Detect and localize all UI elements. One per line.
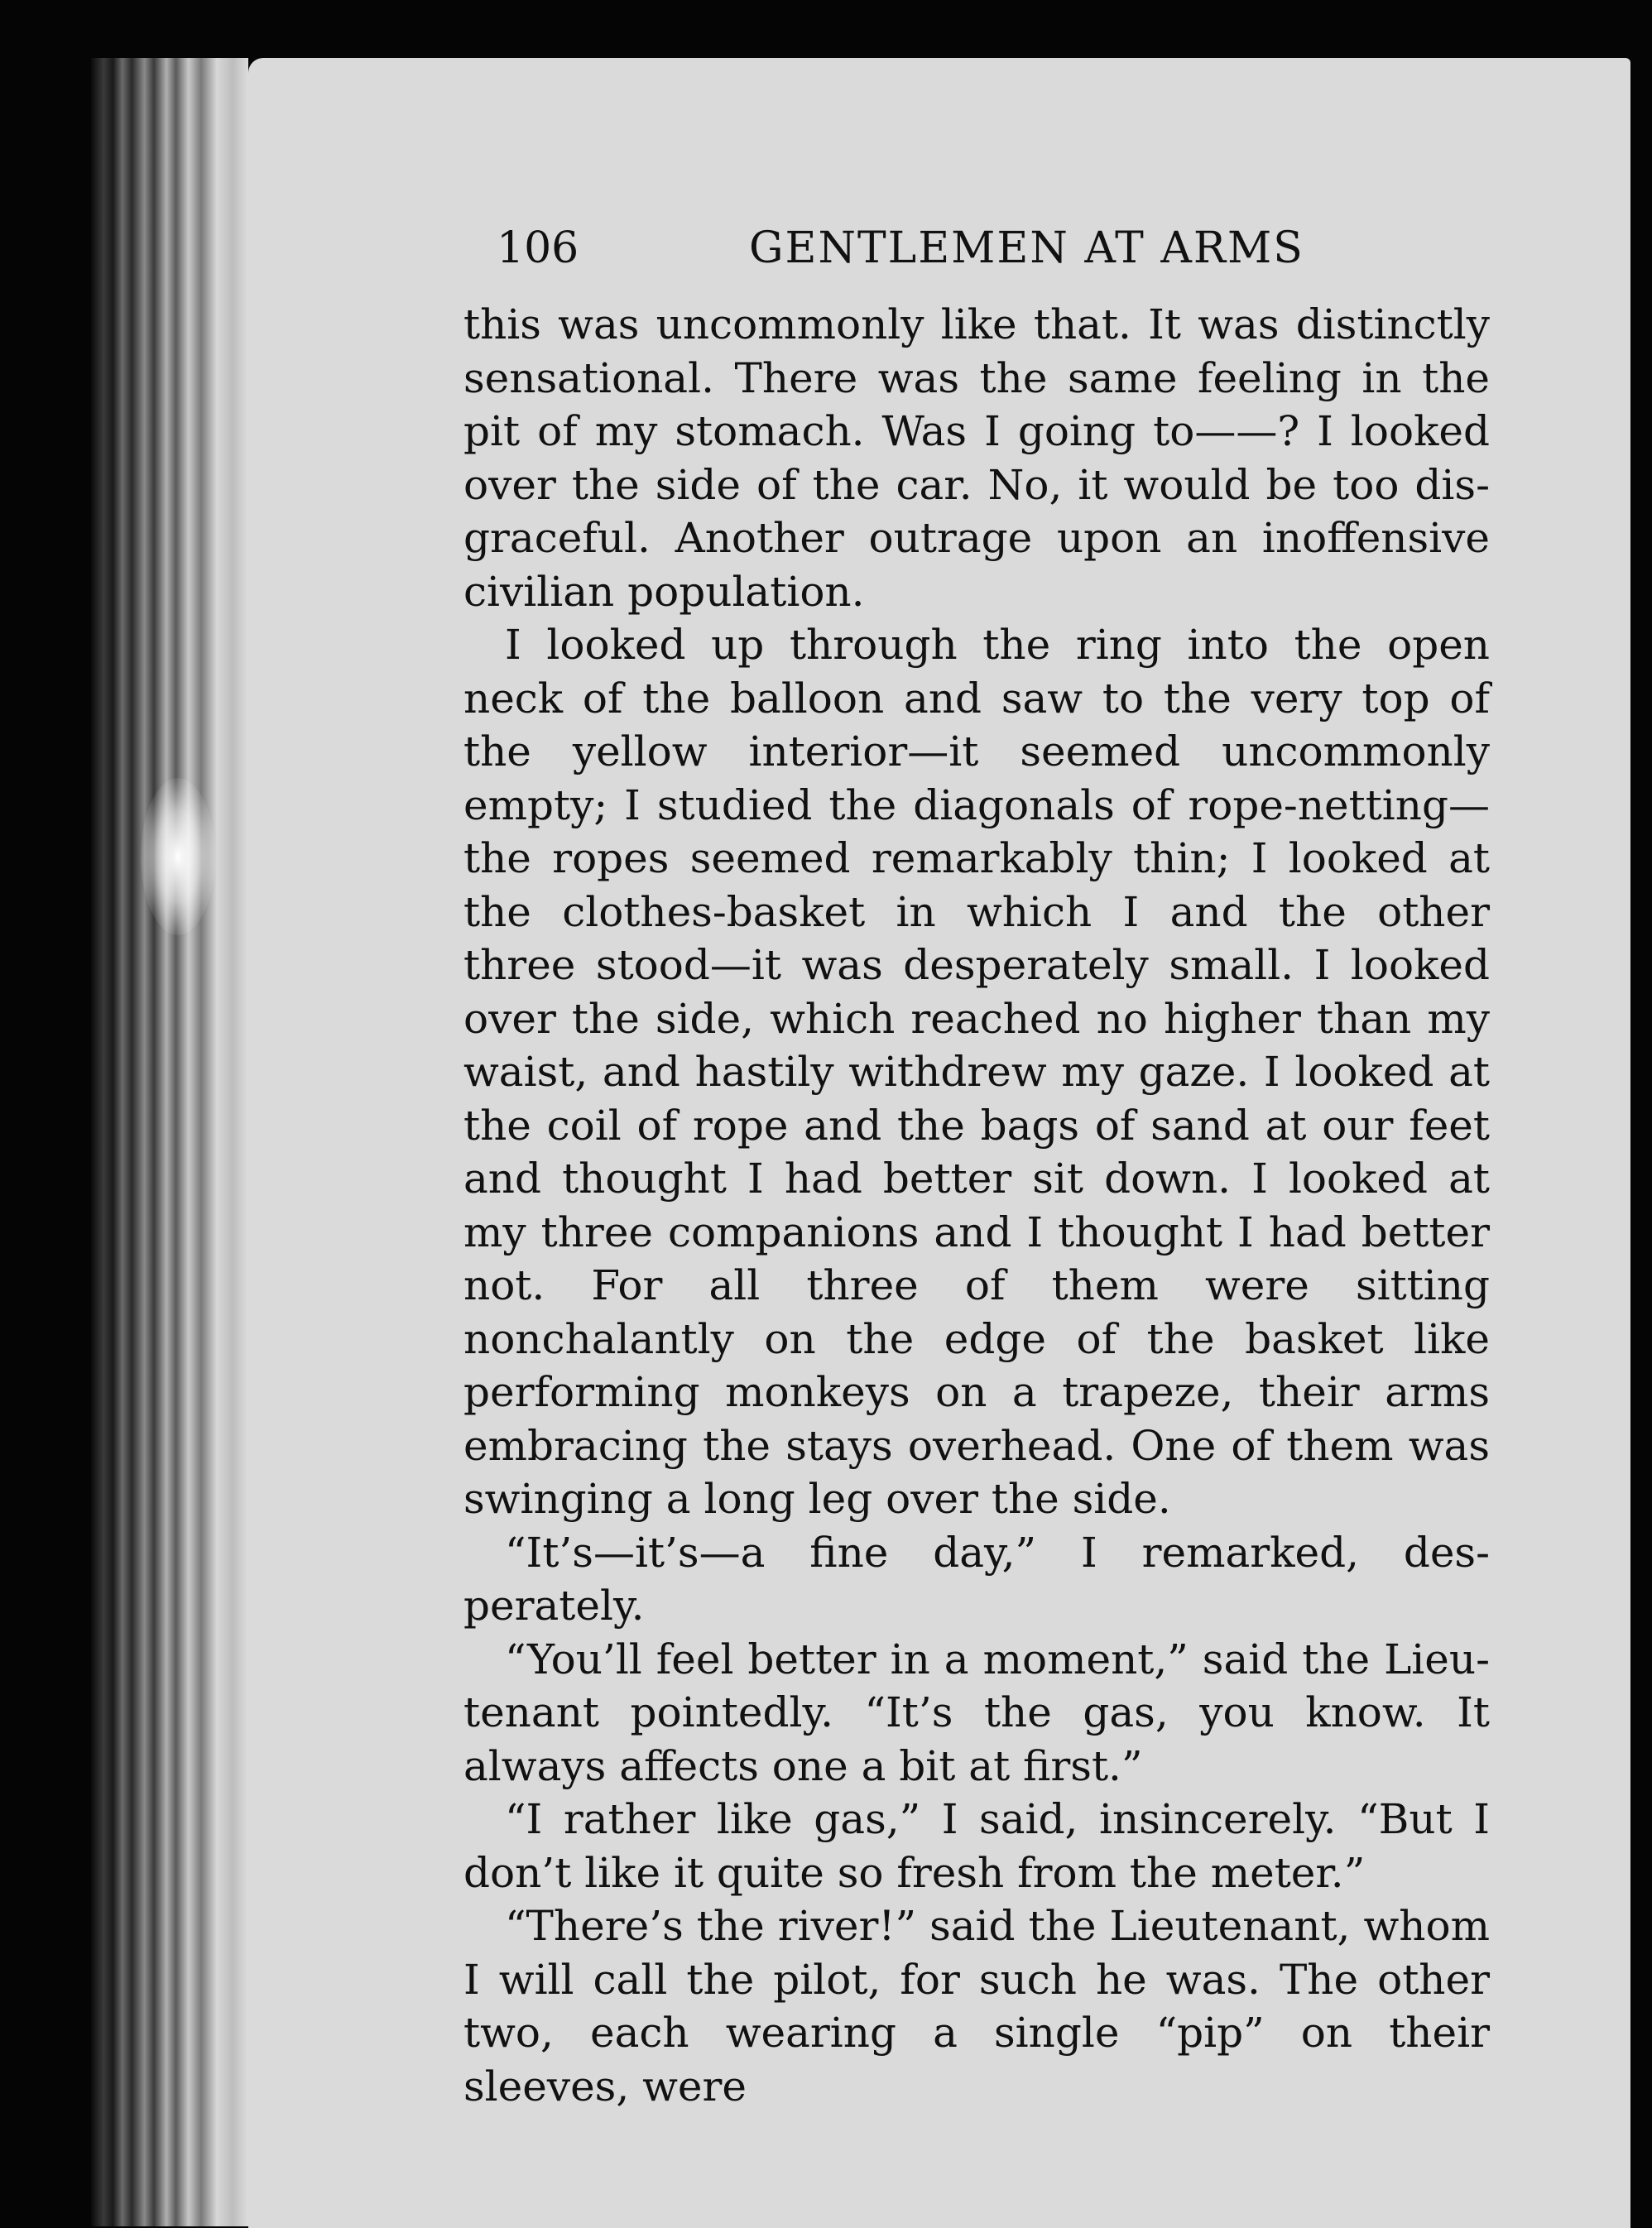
paragraph: “I rather like gas,” I said, insincerely. “But I don’t like it quite so fresh from the meter.” xyxy=(463,1795,1490,1897)
paragraph: “You’ll feel better in a moment,” said the Lieutenant pointedly. “It’s the gas, you know. It always affects one a bit at first.” xyxy=(463,1635,1490,1790)
body-text xyxy=(463,298,1490,2113)
running-head xyxy=(463,223,1490,298)
paragraph: “There’s the river!” said the Lieutenant, whom I will call the pilot, for such he was. The other two, each wearing a single “pip” on their sleeves, were xyxy=(463,1902,1490,2110)
light-glare xyxy=(141,778,215,935)
book-spine xyxy=(91,58,248,2226)
book-title: GENTLEMEN AT ARMS xyxy=(749,223,1304,273)
paragraph: I looked up through the ring into the open neck of the balloon and saw to the very top of the yellow interior—it seemed uncommonly empty; I studied the diagonals of rope-netting—the ropes seemed remarkably thin; I looked at the clothes-basket in which I and the other three stood—it was desperately small. I looked over the side, which reached no higher than my waist, and hastily withdrew my gaze. I looked at the coil of rope and the bags of sand at our feet and thought I had better sit down. I looked at my three companions and I thought I had better not. For all three of them were sitting nonchalantly on the edge of the basket like performing monkeys on a trapeze, their arms embracing the stays overhead. One of them was swinging a long leg over the side. xyxy=(463,621,1490,1523)
page-content xyxy=(463,223,1490,2113)
paragraph: “It’s—it’s—a fine day,” I remarked, desperately. xyxy=(463,1528,1490,1630)
page-number: 106 xyxy=(497,223,579,273)
paragraph-continued: this was uncommonly like that. It was distinctly sensational. There was the same feeling in the pit of my stomach. Was I going to——? I looked over the side of the car. No, it would be too disgraceful. Another outrage upon an inoffensive civilian population. xyxy=(463,300,1490,616)
